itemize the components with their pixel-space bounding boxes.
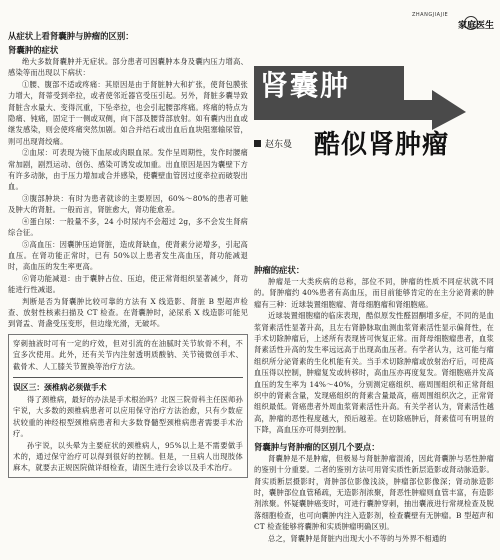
paragraph: ⑥肾功能减退：由于囊肿占位、压迫，使正常肾组织显著减少，肾功能进行性减退。 bbox=[8, 273, 248, 295]
paragraph: 判断是否为肾囊肿比较可靠的方法有 X 线造影、肾脏 B 型超声检查、放射性核素扫描及 CT 检查。在肾囊肿时，泌尿系 X 线造影可能见到肾盂、肾盏受压变形，但边缘光滑，无破坏。 bbox=[8, 296, 248, 329]
subsection-heading: 肾囊肿的症状 bbox=[8, 45, 59, 55]
paragraph: ④蛋白尿：一般量不多，24 小时尿内不会超过 2g，多不会发生肾病综合征。 bbox=[8, 216, 248, 238]
box-paragraph: 孙宇说，以头晕为主要症状的颈椎病人，95%以上是不需要做手术的，通过保守治疗可以得到很好的控制。但是，一旦病人出现肢体麻木，就要去正规医院做详细检查，请医生进行会诊以及手术治疗。 bbox=[13, 440, 243, 473]
article-title-line2 bbox=[314, 124, 449, 161]
right-body bbox=[254, 262, 494, 544]
brand-small-text: ZHANGJIAJIE bbox=[412, 12, 449, 18]
paragraph: 近球装置细胞瘤的临床表现，酷似原发性醛固酮增多症，不同的是血浆肾素活性显著升高，且左右肾静脉取血测血浆肾素活性显示偏肾性，在手术切除肿瘤后，上述所有表现皆可恢复正常。而肾母细胞瘤患者，血浆肾素活性升高的发生率远远高于出现高血压者。有学者认为，这可能与瘤组织所分泌肾素的生化机能有关。当手术切除肿瘤或放射治疗后，可使高血压得以控制，肿瘤复发或转移时，高血压亦再度复发。肾细胞癌并发高血压的发生率为 14%～40%，分别测定癌组织、癌周围组织和正常肾组织中的肾素含量，发现癌组织的肾素含量最高，癌周围组织次之，正常肾组织最低。肾癌患者外周血浆肾素活性升高。有关学者认为，肾素活性越高，肿瘤的恶性程度越大，预后越差。在切除癌肿后，肾素值可有明显的下降，高血压亦可得到控制。 bbox=[254, 311, 494, 435]
box-paragraph: 得了颈椎病，最好的办法是手术根治吗？北医三院骨科主任医师孙宇说，大多数的颈椎病患者可以应用保守治疗方法治愈，只有少数症状较重的神经根型颈椎病患者和大多数脊髓型颈椎病患者需要手术治疗。 bbox=[13, 394, 243, 439]
paragraph: 肿瘤是一大类疾病的总称，部位不同，肿瘤的性质不同症状就不同的。肾肿瘤约 40%患者有高血压，而目前能够肯定的在主分泌肾素的肿瘤有三种：近球装置细胞瘤、肾母细胞瘤和肾细胞癌。 bbox=[254, 277, 494, 309]
brand-name: 家庭医生 bbox=[457, 21, 494, 31]
divider bbox=[13, 377, 243, 378]
article-title-line1: 肾囊肿 bbox=[260, 69, 351, 102]
author-bullet-icon bbox=[254, 140, 261, 147]
section-heading: 从症状上看肾囊肿与肿瘤的区别： bbox=[8, 31, 134, 41]
paragraph: ②血尿：可表现为镜下血尿或肉眼血尿。发作呈周期性，发作时腰痛常加剧，剧烈运动、创伤、感染可诱发或加重。出血原因是因为囊壁下方有许多动脉，由于压力增加或合并感染，使囊壁血管因过度牵拉而破裂出血。 bbox=[8, 148, 248, 192]
section-heading: 肾囊肿与肾肿瘤的区别几个要点： bbox=[254, 441, 380, 452]
section-heading: 肿瘤的症状： bbox=[254, 265, 305, 275]
author-line bbox=[254, 137, 292, 150]
left-column bbox=[8, 28, 248, 560]
paragraph: 绝大多数肾囊肿并无症状。部分患者可因囊肿本身及囊内压力增高、感染等而出现以下病状： bbox=[8, 57, 248, 78]
right-column bbox=[254, 0, 494, 560]
box-paragraph: 穿刺抽液时可有一定的疗效，但对引流的在油腻时关节软骨不利，不宜多次使用。此外，还有关节内注射透明质酸钠、关节镜微创手术、截骨术、人工膝关节置换等治疗方法。 bbox=[13, 338, 243, 371]
paragraph: 肾囊肿是不是肿瘤，但极易与肾脏肿瘤混淆，因此肾囊肿与恶性肿瘤的鉴别十分重要。二者的鉴别方法可用肾实质性新层造影或肾动脉造影。肾实质断层摄影时，肾肿部位影像浅淡，肿瘤部位影像深；肾动脉造影时，囊肿部位血管稀疏，无造影剂浓聚，肾恶性肿瘤则血管丰富，有造影剂浓聚。怀疑囊肿癌变时，可进行囊肿穿刺，抽出囊液进行常规检查及脱落细胞检查，也可向囊肿内注入造影剂，检查囊壁有无肿瘤。B 型超声和 CT 检查能够将囊肿和实质肿瘤明确区别。 bbox=[254, 453, 494, 532]
paragraph: ⑤高血压：因囊肿压迫肾脏，造成肾缺血，使肾素分泌增多，引起高血压。在肾功能正常时，已有 50%以上患者发生高血压，肾功能减退时，高血压的发生率更高。 bbox=[8, 239, 248, 272]
box-title: 误区三：颈椎病必须做手术 bbox=[13, 382, 107, 392]
article-title-line2-text: 酷似肾肿瘤 bbox=[314, 130, 450, 160]
paragraph: ①腰、腹部不适或疼痛：其原因是由于肾脏肿大和扩张，使肾包膜张力增大，肾蒂受到牵拉，或者使邻近器官受压引起。另外，肾脏多囊导致肾脏含水量大、变得沉重，下坠牵拉，也会引起腰部疼痛。疼痛的特点为隐痛、钝痛，固定于一侧或双侧，向下部及腰背部放射。如有囊内出血或继发感染，则会使疼痛突然加剧。如合并结石或出血后血块阻塞输尿管，则可出现肾绞痛。 bbox=[8, 79, 248, 146]
sidebar-box bbox=[8, 334, 248, 478]
author-name: 赵东曼 bbox=[265, 140, 293, 150]
paragraph: ③腹部肿块：有时为患者就诊的主要原因，60%～80%的患者可触及肿大的肾脏。一般而言，肾脏愈大，肾功能愈差。 bbox=[8, 193, 248, 215]
paragraph: 总之，肾囊肿是肾脏内出现大小不等的与外界不相通的 bbox=[268, 533, 447, 543]
